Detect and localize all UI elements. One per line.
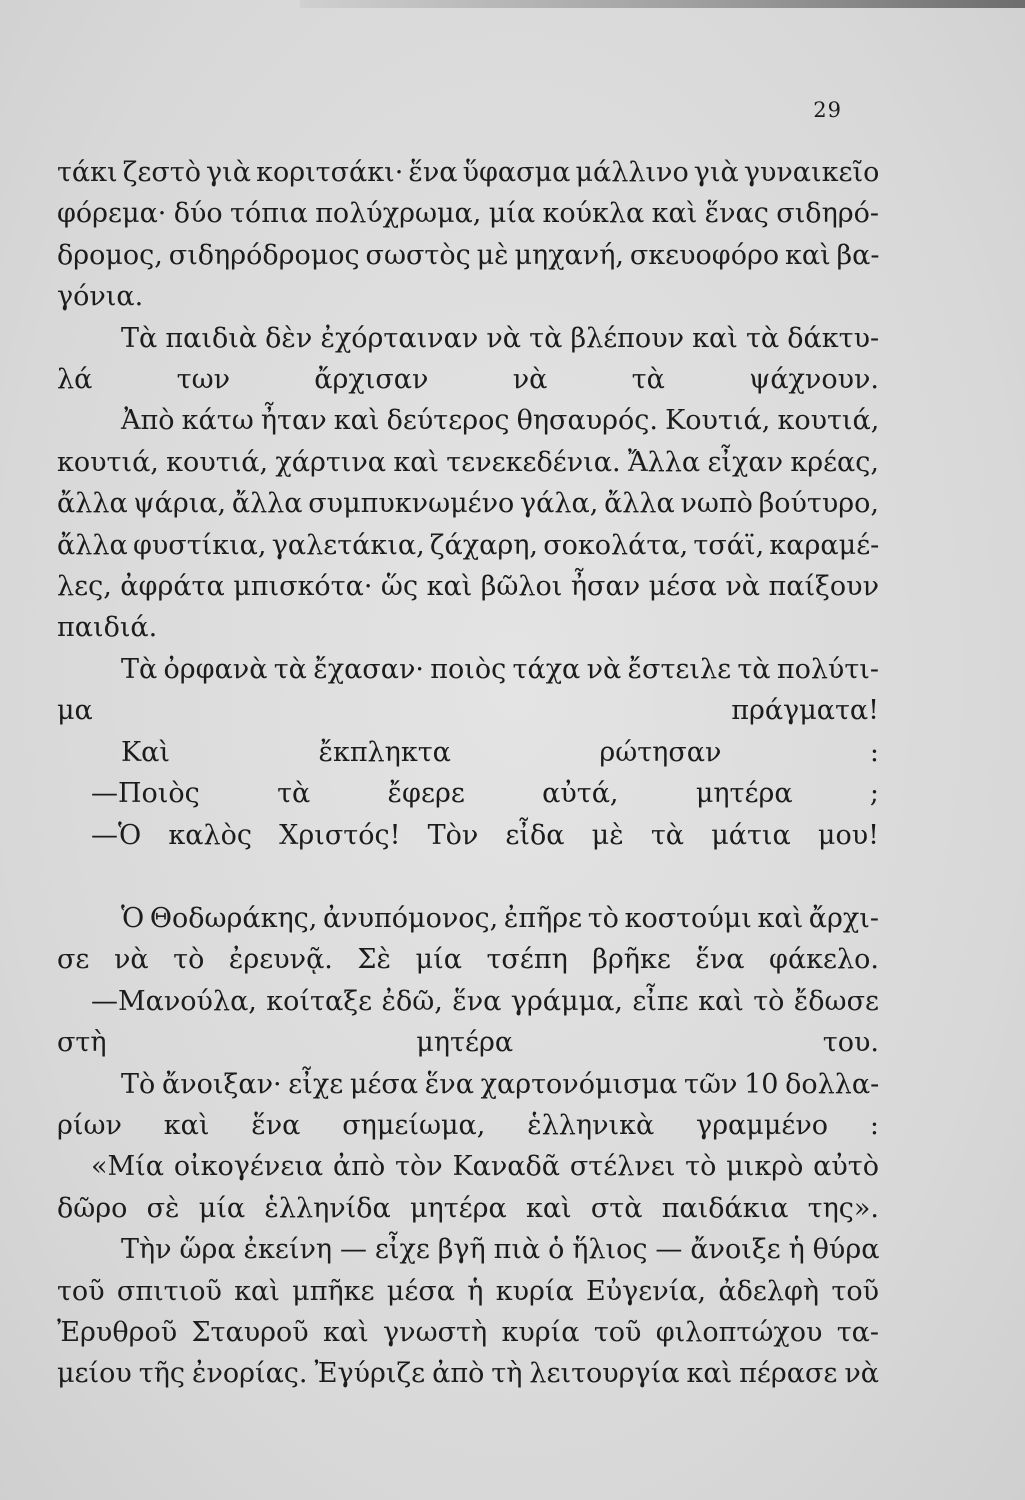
text-line: —Ποιὸς τὰ ἔφερε αὐτά, μητέρα ; <box>91 778 879 810</box>
text-line: ρίων καὶ ἕνα σημείωμα, ἑλληνικὰ γραμμένο : <box>57 1109 879 1141</box>
paragraph <box>57 1064 879 1147</box>
text-line: Τὰ παιδιὰ δὲν ἐχόρταιναν νὰ τὰ βλέπουν καὶ τὰ δάκτυ- <box>121 322 880 354</box>
dialogue-line <box>57 815 879 856</box>
text-line: —Μανούλα, κοίταξε ἐδῶ, ἕνα γράμμα, εἶπε καὶ τὸ ἔδωσε <box>91 985 879 1017</box>
paragraph <box>57 318 879 401</box>
text-line: μείου τῆς ἐνορίας. Ἐγύριζε ἀπὸ τὴ λειτουργία καὶ πέρασε νὰ <box>57 1358 879 1390</box>
quoted-note <box>57 1146 879 1229</box>
text-line: κουτιά, κουτιά, χάρτινα καὶ τενεκεδένια. Ἄλλα εἶχαν κρέας, <box>57 446 879 478</box>
text-line: ἄλλα ψάρια, ἄλλα συμπυκνωμένο γάλα, ἄλλα νωπὸ βούτυρο, <box>57 488 879 520</box>
text-line: δῶρο σὲ μία ἑλληνίδα μητέρα καὶ στὰ παιδάκια της». <box>57 1192 879 1224</box>
paragraph <box>57 400 879 648</box>
text-line: γόνια. <box>57 281 144 313</box>
paragraph <box>57 732 879 773</box>
text-line: Τὰ ὀρφανὰ τὰ ἔχασαν· ποιὸς τάχα νὰ ἔστειλε τὰ πολύτι- <box>121 653 879 685</box>
text-line: στὴ μητέρα του. <box>57 1027 879 1059</box>
text-line: Ἐρυθροῦ Σταυροῦ καὶ γνωστὴ κυρία τοῦ φιλοπτώχου τα- <box>57 1316 879 1348</box>
text-line: λά των ἄρχισαν νὰ τὰ ψάχνουν. <box>57 364 879 396</box>
text-line: μα πράγματα! <box>57 695 879 727</box>
dialogue-line <box>57 981 879 1064</box>
text-line: Τὴν ὥρα ἐκείνη — εἶχε βγῆ πιὰ ὁ ἥλιος — ἄνοιξε ἡ θύρα <box>121 1234 880 1266</box>
text-line: Τὸ ἄνοιξαν· εἶχε μέσα ἕνα χαρτονόμισμα τῶν 10 δολλα- <box>121 1068 880 1100</box>
dialogue-line <box>57 773 879 814</box>
body-text <box>57 152 879 1395</box>
text-line: Ὁ Θοδωράκης, ἀνυπόμονος, ἐπῆρε τὸ κοστούμι καὶ ἄρχι- <box>121 902 879 934</box>
text-line: τοῦ σπιτιοῦ καὶ μπῆκε μέσα ἡ κυρία Εὐγενία, ἀδελφὴ τοῦ <box>57 1275 879 1307</box>
text-line: δρομος, σιδηρόδρομος σωστὸς μὲ μηχανή, σκευοφόρο καὶ βα- <box>57 239 880 271</box>
section-break <box>57 856 879 898</box>
text-line: λες, ἀφράτα μπισκότα· ὥς καὶ βῶλοι ἦσαν μέσα νὰ παίξουν <box>57 571 879 603</box>
paragraph <box>57 1229 879 1395</box>
paragraph <box>57 649 879 732</box>
page-number: 29 <box>813 98 842 122</box>
text-line: τάκι ζεστὸ γιὰ κοριτσάκι· ἕνα ὕφασμα μάλλινο γιὰ γυναικεῖο <box>57 157 880 188</box>
text-line: «Μία οἰκογένεια ἀπὸ τὸν Καναδᾶ στέλνει τὸ μικρὸ αὐτὸ <box>91 1151 879 1183</box>
text-line: Ἀπὸ κάτω ἦταν καὶ δεύτερος θησαυρός. Κουτιά, κουτιά, <box>121 405 880 437</box>
paragraph <box>57 898 879 981</box>
text-line: —Ὁ καλὸς Χριστός! Τὸν εἶδα μὲ τὰ μάτια μου! <box>91 819 879 851</box>
scan-edge-shadow <box>300 0 1025 8</box>
text-line: σε νὰ τὸ ἐρευνᾷ. Σὲ μία τσέπη βρῆκε ἕνα φάκελο. <box>57 944 879 976</box>
text-line: φόρεμα· δύο τόπια πολύχρωμα, μία κούκλα καὶ ἕνας σιδηρό- <box>57 198 879 230</box>
text-line: ἄλλα φυστίκια, γαλετάκια, ζάχαρη, σοκολάτα, τσάϊ, καραμέ- <box>57 529 880 561</box>
paragraph <box>57 152 879 318</box>
text-line: παιδιά. <box>57 612 158 644</box>
text-line: Καὶ ἔκπληκτα ρώτησαν : <box>121 736 879 768</box>
